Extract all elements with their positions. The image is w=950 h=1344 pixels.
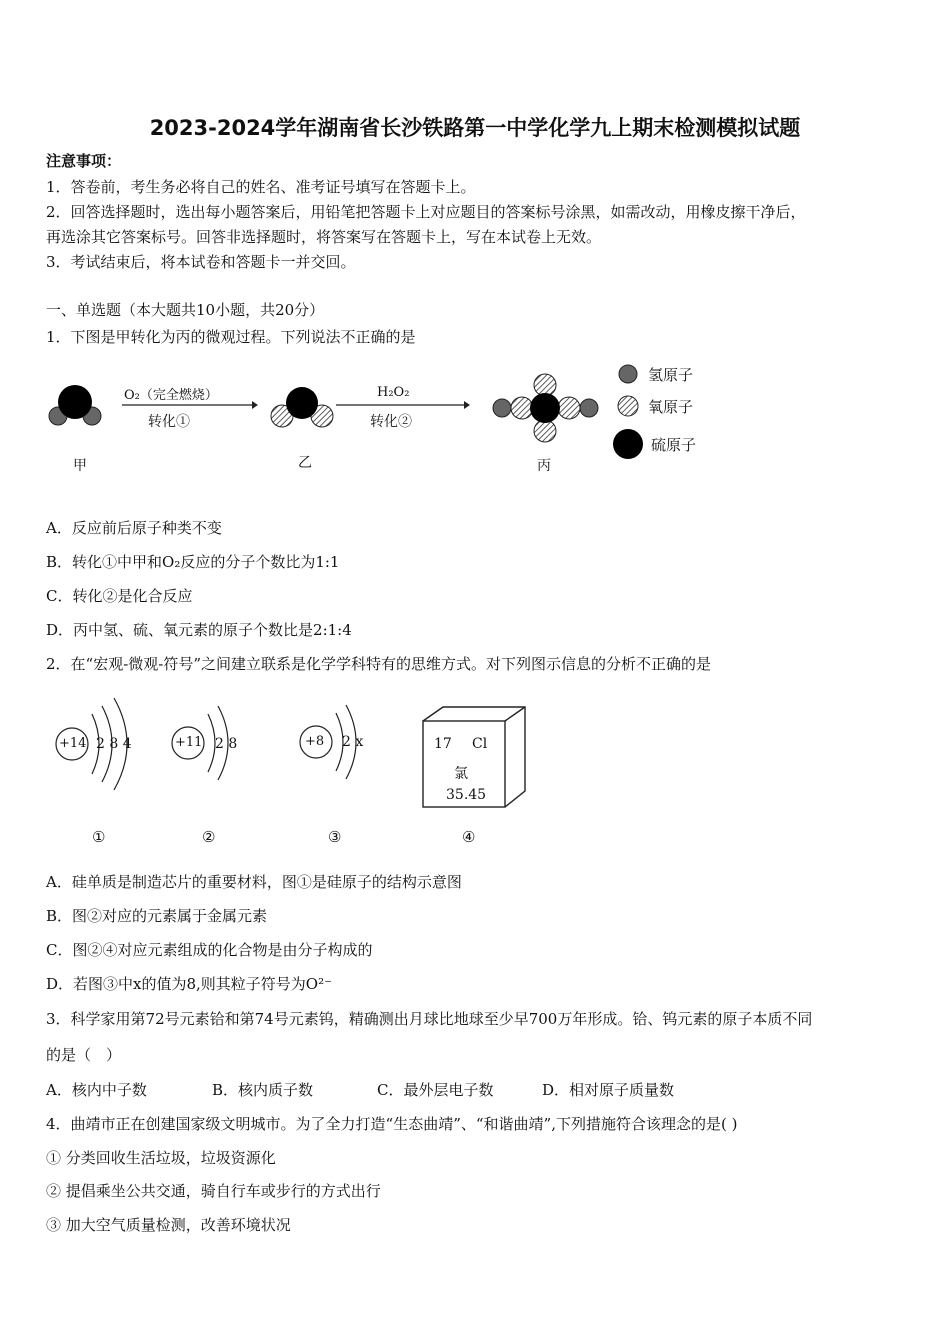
section-heading: 一、单选题（本大题共10小题，共20分）: [46, 301, 325, 319]
question-3-stem: 3．科学家用第72号元素铪和第74号元素钨，精确测出月球比地球至少早700万年形成。铪、钨元素的原子本质不同: [46, 1010, 813, 1028]
label-jia: 甲: [73, 458, 87, 474]
q3-option-b: B．核内质子数: [212, 1081, 314, 1099]
q3-option-c: C．最外层电子数: [377, 1081, 494, 1099]
arrow-1-label-top: O₂（完全燃烧）: [124, 388, 218, 403]
q4-item: ① 分类回收生活垃圾，垃圾资源化: [46, 1149, 276, 1167]
atom-3-nucleus: +8: [305, 734, 325, 749]
q2-option-c: C．图②④对应元素组成的化合物是由分子构成的: [46, 941, 373, 959]
legend-oxygen-label: 氧原子: [648, 398, 694, 416]
question-3-stem-cont: 的是（ ）: [46, 1046, 122, 1064]
legend-sulfur-icon: [613, 429, 643, 459]
atom-2-nucleus: +11: [175, 735, 203, 750]
question-4-stem: 4．曲靖市正在创建国家级文明城市。为了全力打造“生态曲靖”、“和谐曲靖”,下列措施符合该理念的是( ): [46, 1115, 738, 1133]
figure-caption-3: ③: [328, 828, 342, 846]
q3-option-a: A．核内中子数: [46, 1081, 147, 1099]
molecule-bing: [493, 374, 598, 442]
legend-hydrogen-icon: [619, 365, 637, 383]
question-1-stem: 1．下图是甲转化为丙的微观过程。下列说法不正确的是: [46, 328, 416, 346]
legend-hydrogen-label: 氢原子: [648, 366, 694, 384]
element-name: 氯: [454, 766, 468, 782]
figure-caption-1: ①: [92, 828, 106, 846]
atom-3-shells: 2 x: [342, 734, 364, 750]
q2-option-d: D．若图③中x的值为8,则其粒子符号为O²⁻: [46, 975, 333, 993]
arrow-1-label-bottom: 转化①: [148, 414, 190, 430]
notice-item: 1．答卷前，考生务必将自己的姓名、准考证号填写在答题卡上。: [46, 178, 476, 196]
notice-heading: 注意事项：: [46, 152, 122, 170]
q1-option-c: C．转化②是化合反应: [46, 587, 193, 605]
q4-item: ② 提倡乘坐公共交通，骑自行车或步行的方式出行: [46, 1182, 381, 1200]
q2-option-a: A．硅单质是制造芯片的重要材料，图①是硅原子的结构示意图: [46, 873, 462, 891]
q3-option-d: D．相对原子质量数: [542, 1081, 675, 1099]
q1-option-a: A．反应前后原子种类不变: [46, 519, 222, 537]
atom-1-nucleus: +14: [59, 736, 87, 751]
legend-sulfur-label: 硫原子: [651, 436, 697, 454]
atom-2-shells: 2 8: [215, 736, 238, 752]
figure-caption-2: ②: [202, 828, 216, 846]
arrow-2-label-bottom: 转化②: [370, 414, 412, 430]
q1-option-d: D．丙中氢、硫、氧元素的原子个数比是2:1:4: [46, 621, 352, 639]
notice-item: 再选涂其它答案标号。回答非选择题时，将答案写在答题卡上，写在本试卷上无效。: [46, 228, 602, 246]
legend-oxygen-icon: [618, 396, 638, 416]
label-yi: 乙: [298, 455, 312, 471]
figure-caption-4: ④: [462, 828, 476, 846]
notice-item: 2．回答选择题时，选出每小题答案后，用铅笔把答题卡上对应题目的答案标号涂黑，如需改动，用橡皮擦干净后，: [46, 203, 806, 221]
element-atomic-number: 17: [434, 736, 452, 752]
q1-option-b: B．转化①中甲和O₂反应的分子个数比为1:1: [46, 553, 340, 571]
q2-option-b: B．图②对应的元素属于金属元素: [46, 907, 268, 925]
element-symbol: Cl: [472, 736, 488, 752]
q4-item: ③ 加大空气质量检测，改善环境状况: [46, 1216, 291, 1234]
atom-1-shells: 2 8 4: [96, 736, 132, 752]
label-bing: 丙: [537, 458, 551, 474]
molecule-yi: [271, 387, 333, 427]
notice-item: 3．考试结束后，将本试卷和答题卡一并交回。: [46, 253, 356, 271]
page-title: 2023-2024学年湖南省长沙铁路第一中学化学九上期末检测模拟试题: [149, 116, 801, 140]
arrow-2-label-top: H₂O₂: [377, 385, 410, 400]
element-mass: 35.45: [446, 787, 487, 803]
question-2-stem: 2．在“宏观-微观-符号”之间建立联系是化学学科特有的思维方式。对下列图示信息的分析不正确的是: [46, 655, 712, 673]
molecule-jia: [49, 385, 101, 425]
